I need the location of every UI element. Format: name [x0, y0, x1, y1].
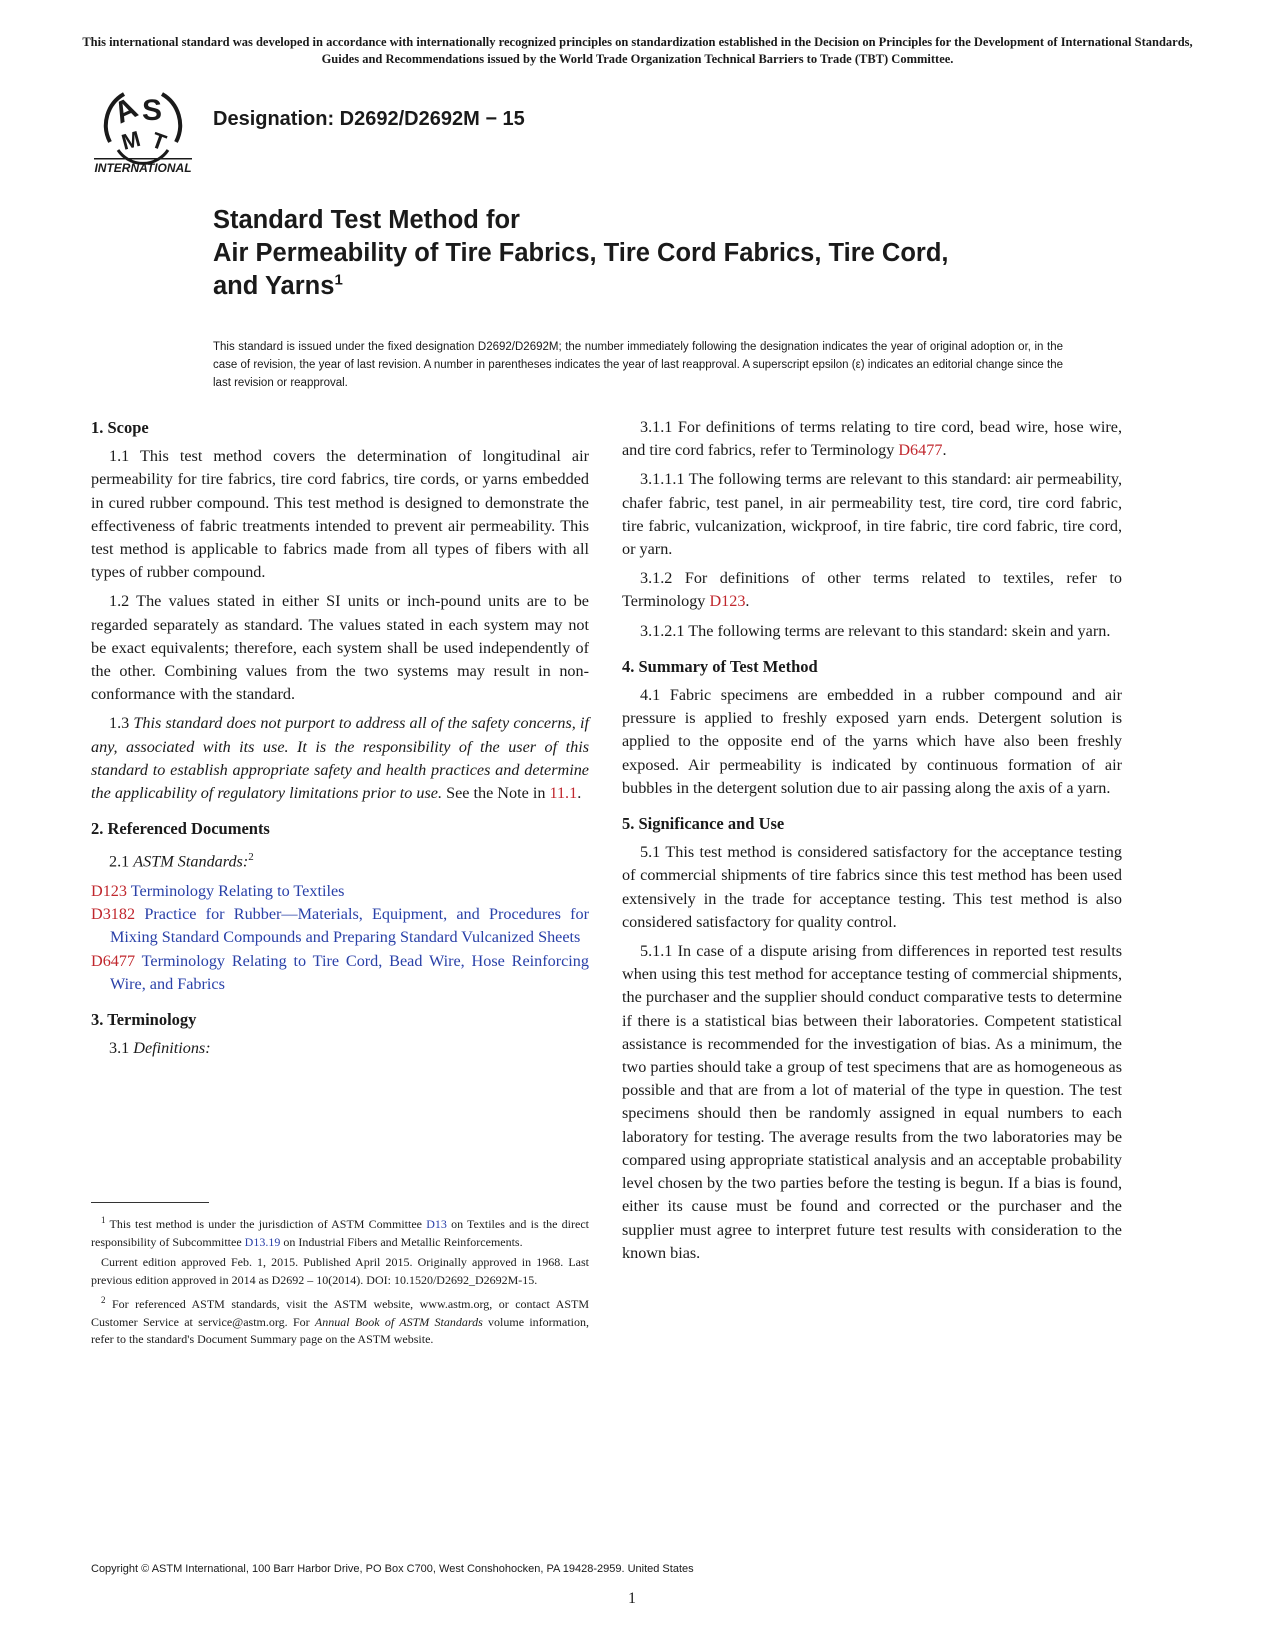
designation: Designation: D2692/D2692M − 15 [213, 108, 525, 130]
footnotes [91, 1212, 589, 1352]
svg-text:S: S [142, 94, 163, 127]
footnote-1-text-a: This test method is under the jurisdiction of ASTM Committee [105, 1217, 427, 1231]
reference-code[interactable]: D6477 [91, 951, 136, 970]
reference-d6477[interactable] [91, 950, 589, 996]
footnote-2-text-b: volume information, refer to the standard's Document Summary page on the ASTM website. [91, 1314, 589, 1346]
paragraph-3-1-num: 3.1 [109, 1039, 130, 1058]
footnote-2 [91, 1292, 589, 1349]
footnote-edition: Current edition approved Feb. 1, 2015. Published April 2015. Originally approved in 1968. Last previous edition approved in 2014 as D2692 – 10(2014). DOI: 10.1520/D2692_D2692M-15. [91, 1255, 589, 1287]
paragraph-1-3-num: 1.3 [109, 714, 130, 733]
paragraph-5-1-1: 5.1.1 In case of a dispute arising from differences in reported test results when using this test method for acceptance testing of commercial shipments, the purchaser and the supplier should conduct comparative tests to determine if there is a statistical bias between their laboratories. Competent statistical assistance is recommended for the investigation of bias. As a minimum, the two parties should take a group of test specimens that are as homogeneous as possible and that are from a lot of material of the type in question. The test specimens should then be randomly assigned in equal numbers to each laboratory for testing. The average results from the two laboratories may be compared using appropriate statistical analysis and an acceptable probability level chosen by the two parties before the testing is begun. If a bias is found, either its cause must be found and corrected or the purchaser and the supplier must agree to interpret future test results with consideration to the known bias. [622, 942, 1122, 1262]
footnote-1-text-c: on Industrial Fibers and Metallic Reinforcements. [280, 1234, 523, 1249]
paragraph-2-1-label: ASTM Standards: [133, 852, 249, 871]
paragraph-3-1 [91, 1037, 589, 1060]
paragraph-1-3-end: . [577, 784, 582, 803]
paragraph-4-1: 4.1 Fabric specimens are embedded in a rubber compound and air pressure is applied to freshly exposed yarn ends. Detergent solution is applied to the opposite end of the yarns which have also been freshly exposed. Air permeability is indicated by continuous formation of air bubbles in the detergent solution due to air passing along the axis of a yarn. [622, 686, 1122, 797]
paragraph-3-1-1-1: 3.1.1.1 The following terms are relevant to this standard: air permeability, chafer fabric, test panel, in air permeability test, tire cord, tire cord fabric, tire fabric, vulcanization, wickproof, in tire fabric, tire cord fabric, tire cord, or yarn. [622, 470, 1122, 559]
paragraph-3-1-2-1: 3.1.2.1 The following terms are relevant to this standard: skein and yarn. [640, 621, 1111, 640]
reference-title[interactable]: Practice for Rubber—Materials, Equipment, and Procedures for Mixing Standard Compounds and Preparing Standard Vulcanized Sheets [110, 905, 589, 947]
svg-text:T: T [148, 127, 170, 156]
reference-title[interactable]: Terminology Relating to Tire Cord, Bead Wire, Hose Reinforcing Wire, and Fabrics [110, 951, 589, 993]
link-d13[interactable]: D13 [426, 1217, 447, 1231]
svg-text:INTERNATIONAL: INTERNATIONAL [94, 161, 192, 175]
paragraph-1-3 [91, 712, 589, 805]
paragraph-3-1-1 [622, 416, 1122, 462]
paragraph-3-1-label: Definitions: [133, 1039, 211, 1058]
astm-logo-icon [90, 80, 196, 176]
svg-text:M: M [118, 125, 143, 155]
title-line1: Standard Test Method for [213, 206, 520, 234]
footnote-1-mark: 1 [101, 1215, 106, 1225]
reference-code[interactable]: D123 [91, 882, 127, 901]
paragraph-3-1-2-text: 3.1.2 For definitions of other terms related to textiles, refer to Terminology [622, 569, 1122, 611]
section-heading-scope: 1. Scope [91, 418, 149, 437]
paragraph-1-3-tail: See the Note in [442, 784, 550, 803]
paragraph-2-1-num: 2.1 [109, 852, 130, 871]
issued-note: This standard is issued under the fixed designation D2692/D2692M; the number immediately following the designation indicates the year of original adoption or, in the case of revision, the year of last revision. A number in parentheses indicates the year of last reapproval. A superscript epsilon (ε) indicates an editorial change since the last revision or reapproval. [213, 341, 1063, 389]
paragraph-1-1: 1.1 This test method covers the determination of longitudinal air permeability for tire fabrics, tire cord fabrics, tire cords, or yarns embedded in cured rubber compound. This test method is designed to demonstrate the effectiveness of fabric treatments intended to prevent air permeability. This test method is applicable to fabrics made from all types of fibers with all types of rubber compound. [91, 447, 589, 582]
paragraph-1-3-italic: This standard does not purport to address all of the safety concerns, if any, associated with its use. It is the responsibility of the user of this standard to establish appropriate safety and health practices and determine the applicability of regulatory limitations prior to use. [91, 714, 589, 803]
footnote-1 [91, 1212, 589, 1251]
footnote-2-mark: 2 [101, 1295, 106, 1305]
paragraph-2-1-sup: 2 [248, 851, 254, 864]
reference-title[interactable]: Terminology Relating to Textiles [130, 882, 345, 901]
section-heading-referenced: 2. Referenced Documents [91, 819, 270, 839]
link-d6477[interactable]: D6477 [898, 441, 943, 460]
footnote-2-italic: Annual Book of ASTM Standards [314, 1314, 483, 1329]
link-d123[interactable]: D123 [709, 592, 746, 611]
document-title [213, 204, 993, 303]
footnote-2-text-a: For referenced ASTM standards, visit the ASTM website, www.astm.org, or contact ASTM Customer Service at service@astm.org. For [91, 1297, 589, 1329]
section-heading-significance: 5. Significance and Use [622, 814, 785, 834]
svg-text:A: A [109, 91, 143, 131]
paragraph-3-1-2-end: . [745, 592, 750, 611]
paragraph-1-2: 1.2 The values stated in either SI units or inch-pound units are to be regarded separately as standard. The values stated in each system may not be exact equivalents; therefore, each system shall be used independently of the other. Combining values from the two systems may result in non-conformance with the standard. [91, 592, 589, 704]
paragraph-2-1 [91, 846, 589, 874]
copyright: Copyright © ASTM International, 100 Barr Harbor Drive, PO Box C700, West Conshohocken, PA 19428-2959. United States [91, 1563, 694, 1575]
section-heading-summary: 4. Summary of Test Method [622, 656, 818, 676]
right-column [622, 416, 1122, 1271]
paragraph-3-1-1-text: 3.1.1 For definitions of terms relating to tire cord, bead wire, hose wire, and tire cord fabrics, refer to Terminology [622, 418, 1122, 460]
title-line2 [213, 237, 993, 303]
left-column [91, 416, 589, 1066]
link-11-1[interactable]: 11.1 [549, 784, 578, 803]
paragraph-3-1-2 [622, 567, 1122, 613]
link-d13-19[interactable]: D13.19 [244, 1234, 281, 1249]
title-line2-text: Air Permeability of Tire Fabrics, Tire Cord Fabrics, Tire Cord, and Yarns [213, 239, 949, 300]
page-number: 1 [628, 1590, 636, 1607]
footnote-1-text-b: on Textiles and is the direct responsibility of Subcommittee [91, 1217, 589, 1249]
reference-d3182[interactable] [91, 903, 589, 949]
title-footnote-mark: 1 [334, 271, 343, 289]
paragraph-5-1: 5.1 This test method is considered satisfactory for the acceptance testing of commercial shipments of tire fabrics since this test method has been used extensively in the trade for acceptance testing. This test method is also considered satisfactory for quality control. [622, 843, 1122, 931]
section-heading-terminology: 3. Terminology [91, 1010, 197, 1030]
reference-code[interactable]: D3182 [91, 905, 136, 924]
wto-notice: This international standard was developed in accordance with internationally recognized principles on standardization established in the Decision on Principles for the Development of International Standards, Guides and Recommendations issued by the World Trade Organization Technical Barriers to Trade (TBT) Committee. [82, 35, 1193, 66]
footnote-divider [91, 1202, 209, 1203]
paragraph-3-1-1-end: . [942, 441, 947, 460]
reference-d123[interactable] [91, 880, 589, 903]
